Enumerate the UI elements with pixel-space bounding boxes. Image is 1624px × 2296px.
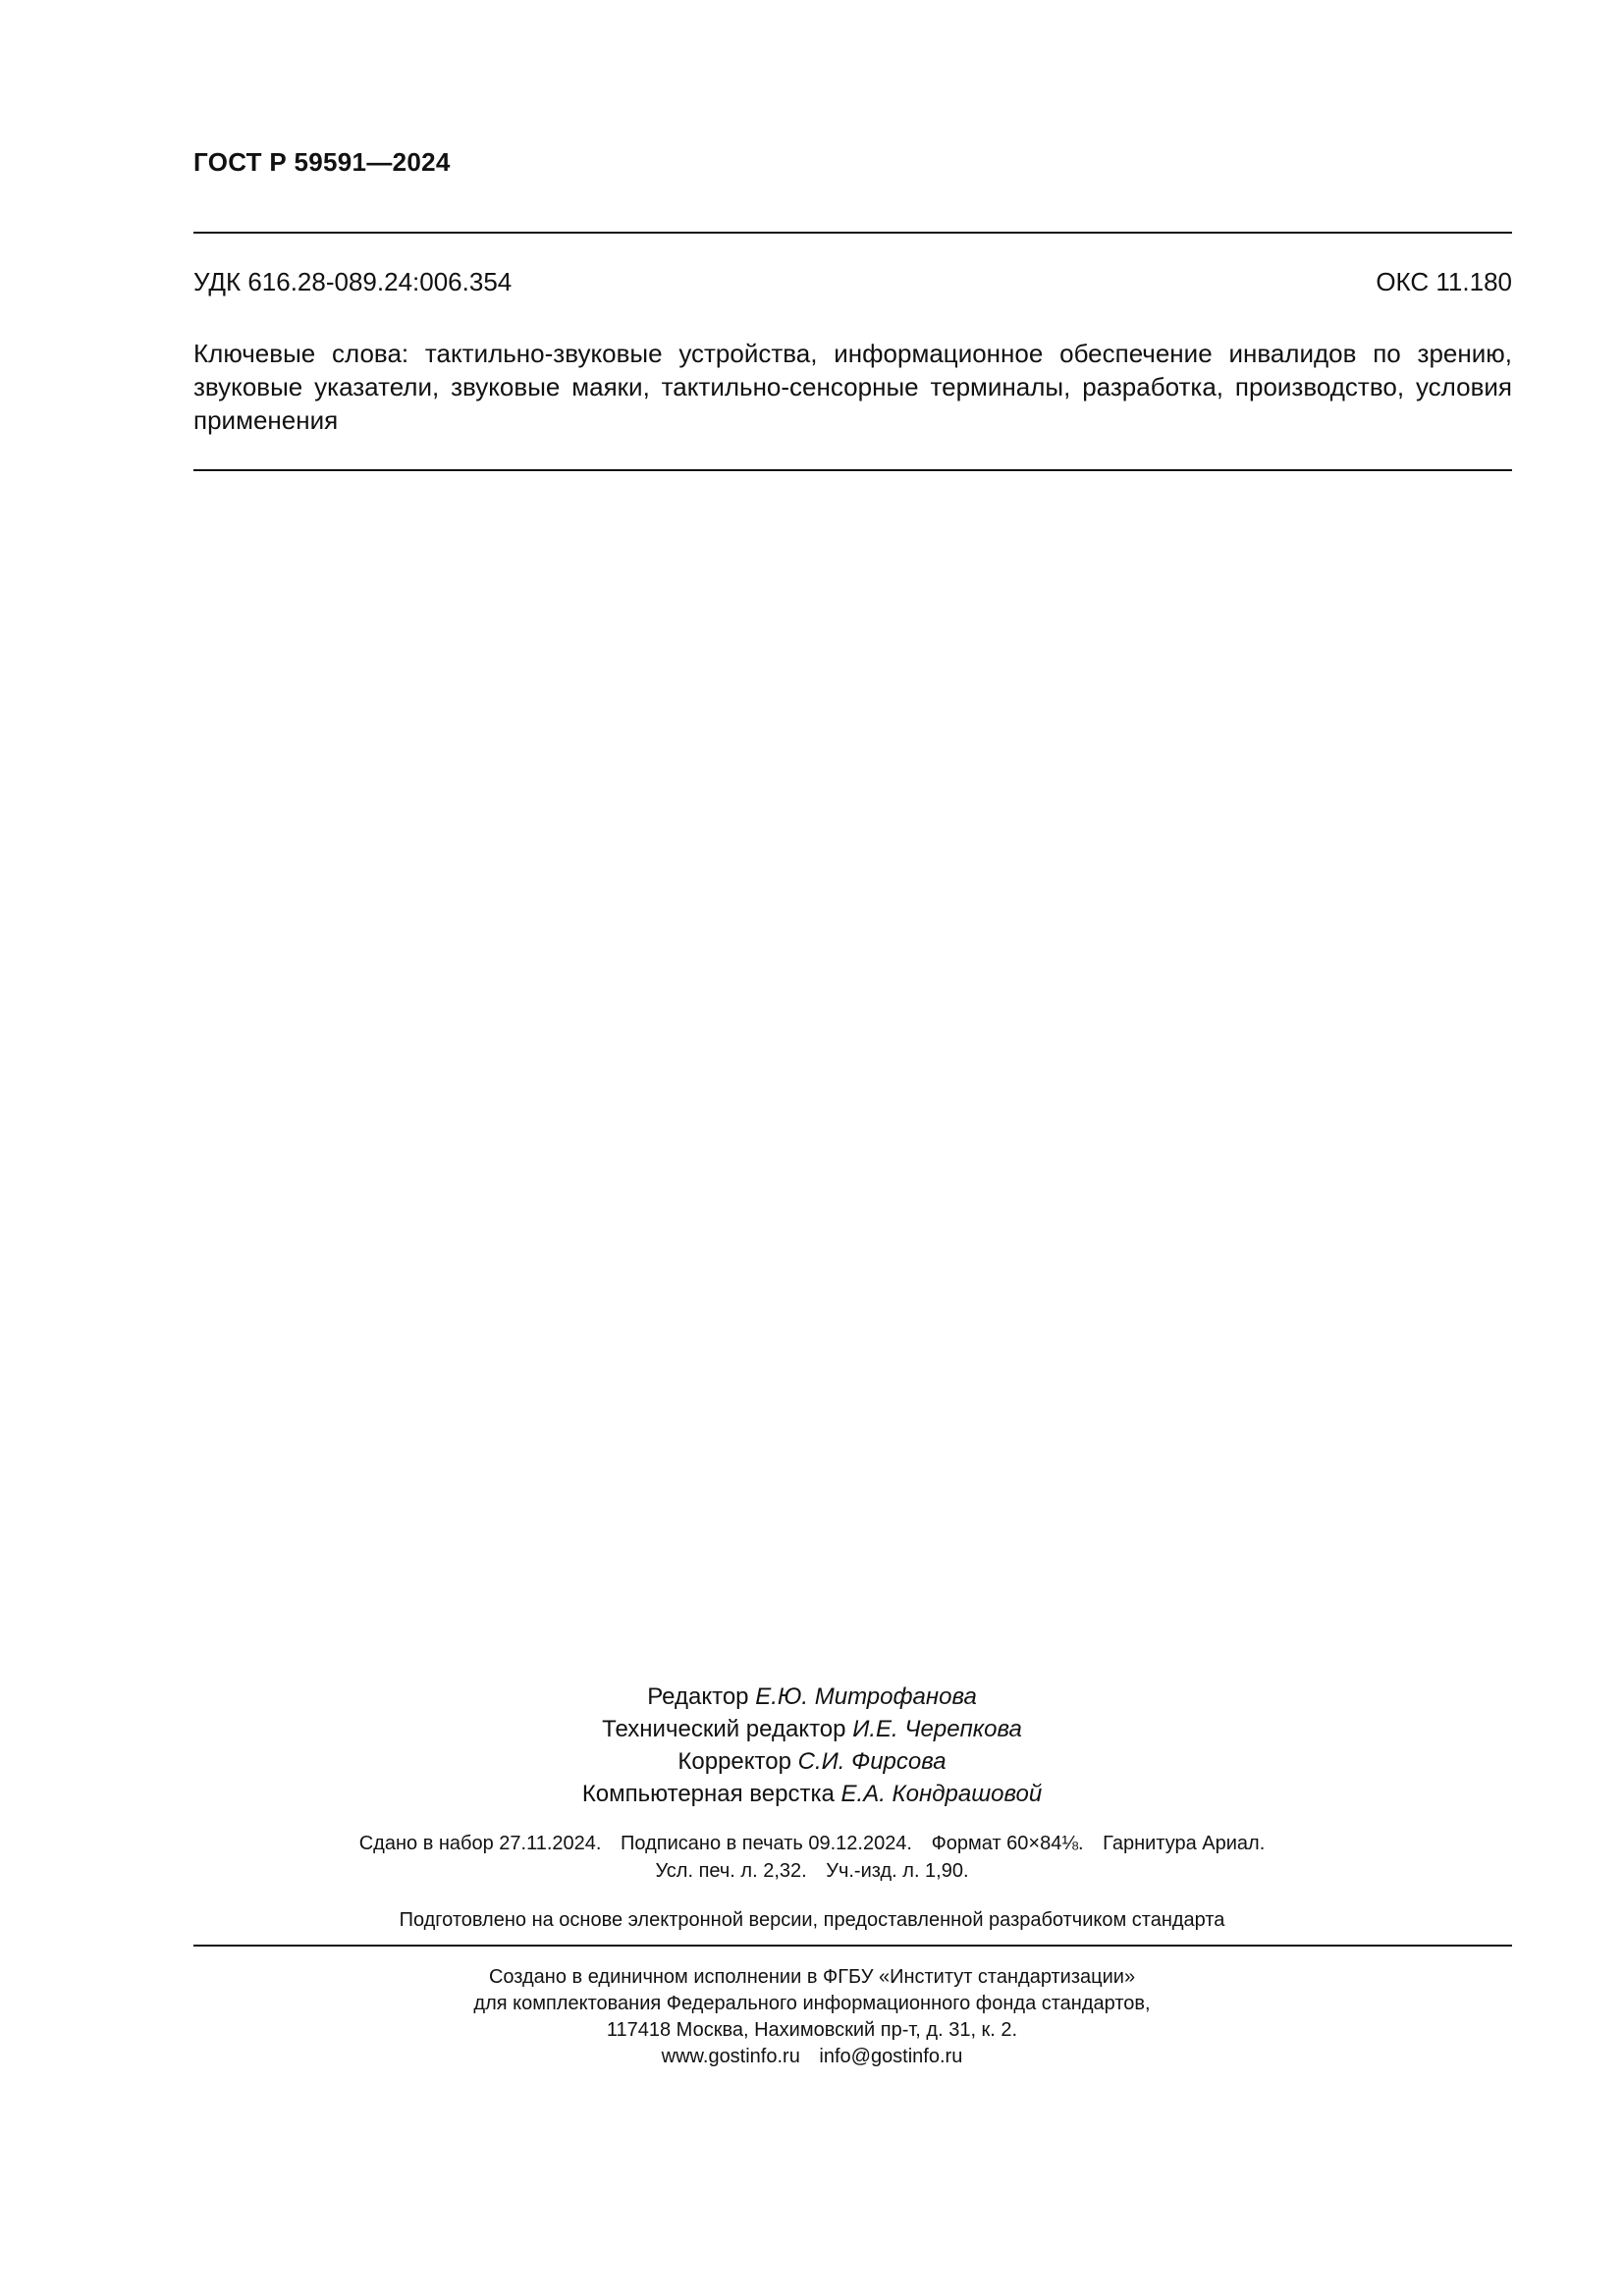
publisher-website-link[interactable]: www.gostinfo.ru — [661, 2046, 800, 2067]
credit-tech-editor — [0, 1713, 1624, 1745]
credit-label: Корректор — [677, 1748, 791, 1775]
credit-name: И.Е. Черепкова — [852, 1716, 1022, 1742]
credit-proofreader — [0, 1745, 1624, 1778]
keywords-divider — [193, 469, 1512, 471]
credit-label: Компьютерная верстка — [581, 1781, 835, 1807]
credit-name: Е.Ю. Митрофанова — [755, 1683, 977, 1710]
publisher-line-2: для комплектования Федерального информационного фонда стандартов, — [473, 1993, 1151, 2014]
oks-code: ОКС 11.180 — [1376, 267, 1512, 296]
credits-block — [0, 1681, 1624, 1810]
document-code: ГОСТ Р 59591—2024 — [193, 147, 451, 177]
print-sheets: Усл. печ. л. 2,32. — [655, 1860, 807, 1882]
publisher-line-1: Создано в единичном исполнении в ФГБУ «Институт стандартизации» — [488, 1966, 1136, 1988]
print-format: Формат 60×84⅛. — [931, 1833, 1084, 1854]
keywords-paragraph: Ключевые слова: тактильно-звуковые устройства, информационное обеспечение инвалидов по зрению, звуковые указатели, звуковые маяки, тактильно-сенсорные терминалы, разработка, производство, условия применения — [193, 339, 1512, 435]
credit-name: С.И. Фирсова — [797, 1748, 947, 1775]
publisher-line-3: 117418 Москва, Нахимовский пр-т, д. 31, к. 2. — [606, 2019, 1018, 2041]
publisher-sheets: Уч.-изд. л. 1,90. — [826, 1860, 969, 1882]
publisher-block — [0, 1964, 1624, 2070]
publisher-email-link[interactable]: info@gostinfo.ru — [819, 2046, 963, 2067]
print-signed: Подписано в печать 09.12.2024. — [621, 1833, 912, 1854]
print-submitted: Сдано в набор 27.11.2024. — [358, 1833, 602, 1854]
credit-layout — [0, 1778, 1624, 1810]
publisher-divider — [193, 1945, 1512, 1947]
credit-label: Редактор — [647, 1683, 749, 1710]
credit-name: Е.А. Кондрашовой — [840, 1781, 1043, 1807]
print-info-line-2 — [0, 1857, 1624, 1885]
print-typeface: Гарнитура Ариал. — [1103, 1833, 1266, 1854]
credit-editor — [0, 1681, 1624, 1713]
publisher-contacts — [0, 2044, 1624, 2070]
print-info-line-1 — [0, 1830, 1624, 1857]
credit-label: Технический редактор — [602, 1716, 846, 1742]
prepared-note: Подготовлено на основе электронной версии, предоставленной разработчиком стандарта — [399, 1909, 1225, 1931]
top-divider — [193, 232, 1512, 234]
udk-code: УДК 616.28-089.24:006.354 — [193, 267, 513, 296]
print-info-block — [0, 1830, 1624, 1885]
